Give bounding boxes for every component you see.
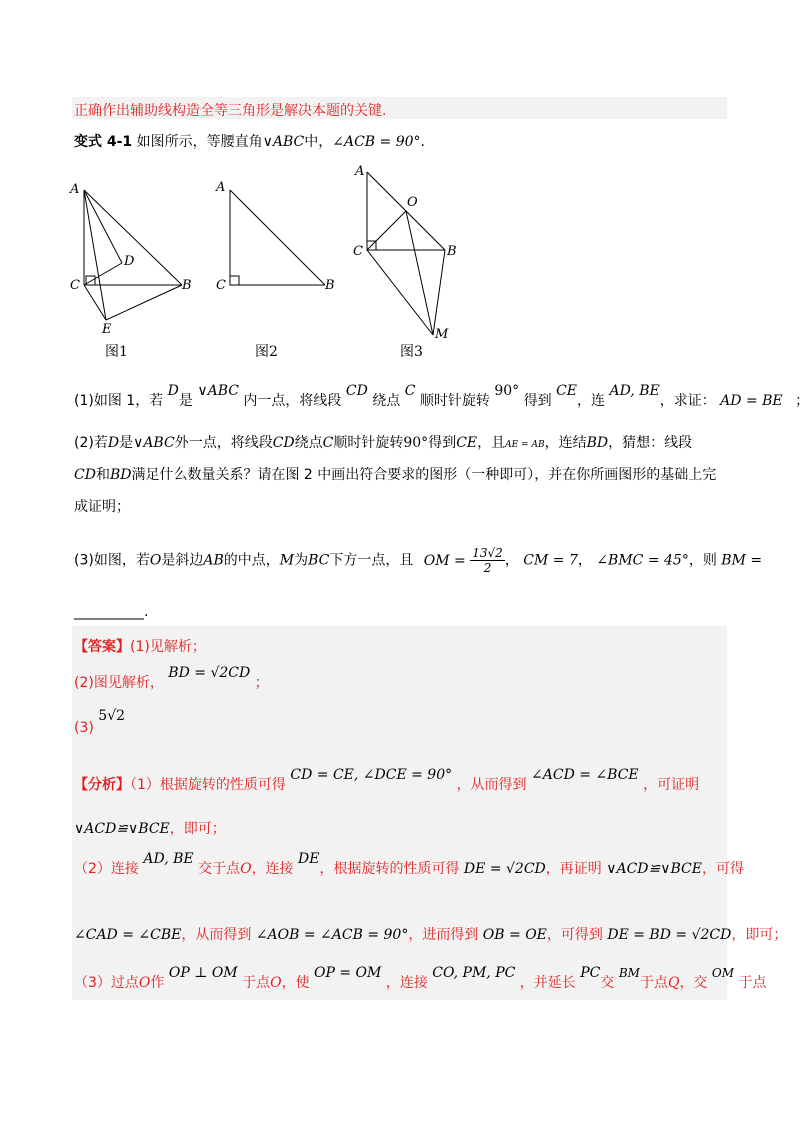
analysis-p4b: 作 bbox=[150, 975, 165, 991]
answer-3-value: 5√2 bbox=[98, 708, 126, 724]
q2-tri: ∨ABC bbox=[133, 435, 175, 451]
analysis-p1c: ，可证明 bbox=[643, 777, 700, 793]
q2-cond: AE = AB bbox=[505, 440, 545, 450]
analysis-p4h: 于点 bbox=[639, 975, 668, 991]
variant-text-b: 中， bbox=[304, 134, 333, 150]
fig1-label-b: B bbox=[182, 278, 192, 293]
analysis-p4f: ，并延长 bbox=[519, 975, 576, 991]
analysis-p4e: ，连接 bbox=[385, 975, 428, 991]
q2-text-f: 得到 bbox=[428, 435, 457, 451]
analysis-p2-adbe: AD, BE bbox=[143, 851, 194, 867]
q3-text-e: 下方一点，且 bbox=[329, 552, 414, 569]
q2-text-c: 外一点，将线段 bbox=[174, 435, 273, 451]
analysis-p3eq4: DE = BD = √2CD bbox=[607, 927, 732, 943]
analysis-line-1 bbox=[74, 767, 700, 794]
q2-text-a: (2)若 bbox=[74, 435, 108, 451]
q1-text-e: 顺时针旋转 bbox=[419, 393, 490, 409]
fig1-label-c: C bbox=[70, 278, 80, 293]
analysis-p4-q: Q bbox=[667, 975, 680, 991]
intro-text: 正确作出辅助线构造全等三角形是解决本题的关键. bbox=[74, 103, 387, 119]
q1-tri: ∨ABC bbox=[197, 383, 239, 399]
q1-var-c: C bbox=[404, 383, 416, 399]
analysis-p1b: ，从而得到 bbox=[456, 777, 527, 793]
q2-text-and: 和 bbox=[95, 467, 110, 483]
analysis-p2-o: O bbox=[240, 861, 252, 877]
fig3-label-m: M bbox=[435, 327, 449, 342]
analysis-p4-pc: PC bbox=[580, 965, 601, 981]
q1-text-h: ，求证： bbox=[659, 393, 716, 409]
answer-2-eq: BD = √2CD bbox=[168, 665, 251, 681]
analysis-p4c: 于点 bbox=[242, 975, 271, 991]
q2-var-bd2: BD bbox=[109, 467, 132, 483]
q3-om-fraction bbox=[470, 546, 505, 575]
q2-var-ce: CE bbox=[456, 435, 478, 451]
q2-var-d: D bbox=[107, 435, 120, 451]
q1-var-d: D bbox=[167, 383, 179, 399]
q1-text-b: 是 bbox=[178, 393, 193, 409]
analysis-p3eq1: ∠CAD = ∠CBE bbox=[74, 927, 182, 943]
q3-var-o: O bbox=[149, 552, 162, 569]
q2-var-bd: BD bbox=[586, 435, 609, 451]
q3-text-f: ， bbox=[504, 552, 519, 569]
q3-text-b: 是斜边 bbox=[161, 552, 204, 569]
analysis-p1d-eq: ∨ACD≌∨BCE bbox=[74, 821, 170, 837]
analysis-p2eq2: ∨ACD≌∨BCE bbox=[606, 861, 702, 877]
fig1-label-e: E bbox=[102, 322, 112, 337]
q2-text-l3: 成证明； bbox=[74, 499, 130, 515]
analysis-p1eq2: ∠ACD = ∠BCE bbox=[531, 767, 639, 783]
analysis-p4-bm: BM bbox=[618, 966, 640, 980]
q2-text-b: 是 bbox=[119, 435, 134, 451]
q3-var-m: M bbox=[279, 552, 295, 569]
fig1-label-a: A bbox=[70, 182, 80, 197]
q3-cm: CM = 7 bbox=[523, 552, 578, 569]
analysis-p1a: （1）根据旋转的性质可得 bbox=[130, 777, 286, 793]
fig1-label-d: D bbox=[124, 254, 135, 269]
analysis-p2f: ，可得 bbox=[701, 861, 744, 877]
analysis-p3eq3: OB = OE bbox=[482, 927, 547, 943]
answer-tag: 【答案】 bbox=[74, 639, 130, 655]
analysis-p4g: 交 bbox=[600, 975, 615, 991]
analysis-p4eq1: OP ⊥ OM bbox=[168, 965, 238, 981]
q3-text-h: ，则 bbox=[688, 552, 717, 569]
q1-var-adbe: AD, BE bbox=[609, 383, 660, 399]
fig3-label-c: C bbox=[353, 244, 363, 259]
q3-om-den: 2 bbox=[483, 561, 492, 575]
variant-text-c: . bbox=[420, 134, 425, 150]
answer-2-text: (2)图见解析， bbox=[74, 675, 164, 691]
fig2-caption: 图2 bbox=[255, 344, 278, 360]
answer-3-text: (3) bbox=[74, 720, 94, 736]
q2-deg: 90° bbox=[403, 435, 429, 451]
q1-text-d: 绕点 bbox=[372, 393, 401, 409]
q3-text-c: 的中点， bbox=[223, 552, 280, 569]
variant-text-a: 如图所示，等腰直角 bbox=[136, 134, 263, 150]
analysis-p4-om: OM bbox=[711, 966, 735, 980]
variant-label: 变式 4-1 bbox=[74, 134, 133, 150]
fig3-label-a: A bbox=[355, 164, 365, 179]
fig2-label-b: B bbox=[325, 278, 335, 293]
answer-line-1 bbox=[74, 636, 206, 656]
analysis-p3c: ，可得到 bbox=[546, 927, 603, 943]
analysis-p3b: ，进而得到 bbox=[408, 927, 479, 943]
figure-1 bbox=[64, 175, 204, 340]
q3-var-ab: AB bbox=[203, 552, 224, 569]
q3-text-d: 为 bbox=[294, 552, 309, 569]
fig1-caption: 图1 bbox=[105, 344, 128, 360]
analysis-p3d: ，即可； bbox=[731, 927, 788, 943]
answer-2-end: ； bbox=[254, 675, 269, 691]
variant-angle: ∠ACB = 90° bbox=[332, 134, 421, 150]
q2-var-c: C bbox=[322, 435, 334, 451]
q1-text-f: 得到 bbox=[523, 393, 552, 409]
q2-text-g: ，且 bbox=[477, 435, 506, 451]
q1-text-g: ，连 bbox=[577, 393, 606, 409]
q1-deg: 90° bbox=[494, 383, 520, 399]
analysis-line-3 bbox=[74, 851, 744, 878]
analysis-p4i: ，交 bbox=[679, 975, 708, 991]
q2-text-i: ，猜想：线段 bbox=[608, 435, 693, 451]
answer-line-2 bbox=[74, 665, 269, 692]
analysis-p4-o: O bbox=[138, 975, 151, 991]
analysis-p4eq2: OP = OM bbox=[314, 965, 382, 981]
analysis-p4d: ，使 bbox=[281, 975, 310, 991]
analysis-p1eq1: CD = CE, ∠DCE = 90° bbox=[290, 767, 453, 783]
question-2-line-1 bbox=[74, 432, 692, 452]
analysis-p4a: （3）过点 bbox=[74, 975, 139, 991]
analysis-p2eq1: DE = √2CD bbox=[463, 861, 546, 877]
question-2-line-3 bbox=[74, 496, 130, 516]
analysis-p2-de: DE bbox=[298, 851, 320, 867]
q1-var-cd: CD bbox=[345, 383, 368, 399]
question-3 bbox=[74, 546, 762, 575]
analysis-p2d: ，根据旋转的性质可得 bbox=[319, 861, 460, 877]
q3-answer-blank: __________. bbox=[74, 604, 149, 620]
fig3-label-o: O bbox=[407, 195, 418, 210]
answer-line-3 bbox=[74, 708, 126, 736]
q1-text-i: ； bbox=[795, 393, 809, 409]
analysis-p4eq3: CO, PM, PC bbox=[432, 965, 516, 981]
q1-eq: AD = BE bbox=[720, 393, 783, 409]
analysis-p4j: 于点 bbox=[738, 975, 767, 991]
analysis-tag: 【分析】 bbox=[74, 777, 130, 793]
q3-bm: BM = bbox=[721, 552, 763, 569]
analysis-p3eq2: ∠AOB = ∠ACB = 90° bbox=[255, 927, 409, 943]
fig2-label-a: A bbox=[216, 180, 226, 195]
q2-var-cd: CD bbox=[272, 435, 295, 451]
q1-var-ce: CE bbox=[556, 383, 578, 399]
question-1 bbox=[74, 383, 809, 410]
q2-text-e: 顺时针旋转 bbox=[333, 435, 404, 451]
q3-var-bc: BC bbox=[308, 552, 330, 569]
analysis-p2c: ，连接 bbox=[251, 861, 294, 877]
variant-line bbox=[74, 131, 425, 151]
q3-text-a: (3)如图，若 bbox=[74, 552, 150, 569]
q2-var-cd2: CD bbox=[74, 467, 96, 483]
analysis-line-2 bbox=[74, 818, 226, 838]
q3-bmc: ∠BMC = 45° bbox=[596, 552, 689, 569]
answer-1: (1)见解析； bbox=[130, 639, 206, 655]
variant-tri: ∨ABC bbox=[262, 134, 305, 150]
q1-text-a: (1)如图 1，若 bbox=[74, 393, 164, 409]
analysis-p4-o2: O bbox=[270, 975, 282, 991]
analysis-p2e: ，再证明 bbox=[545, 861, 602, 877]
q3-om-lhs: OM = bbox=[423, 552, 466, 569]
analysis-p2a: （2）连接 bbox=[74, 861, 139, 877]
fig2-label-c: C bbox=[216, 278, 226, 293]
q2-text-h: ，连结 bbox=[544, 435, 587, 451]
analysis-line-5 bbox=[74, 965, 767, 992]
q2-text-d2: 满足什么数量关系？请在图 2 中画出符合要求的图形（一种即可），并在你所画图形的基础上完 bbox=[131, 467, 717, 483]
figure-2 bbox=[210, 175, 350, 305]
q3-text-g: ， bbox=[577, 552, 592, 569]
fig3-label-b: B bbox=[447, 244, 457, 259]
analysis-p3a: ，从而得到 bbox=[181, 927, 252, 943]
q3-om-num: 13√2 bbox=[472, 546, 503, 560]
q1-text-c: 内一点，将线段 bbox=[243, 393, 342, 409]
q2-text-d: 绕点 bbox=[294, 435, 323, 451]
analysis-line-4 bbox=[74, 924, 787, 944]
figure-3 bbox=[345, 160, 475, 345]
fig3-caption: 图3 bbox=[400, 344, 423, 360]
analysis-p2b: 交于点 bbox=[198, 861, 241, 877]
question-2-line-2 bbox=[74, 464, 716, 484]
analysis-p1d: ，即可； bbox=[169, 821, 226, 837]
